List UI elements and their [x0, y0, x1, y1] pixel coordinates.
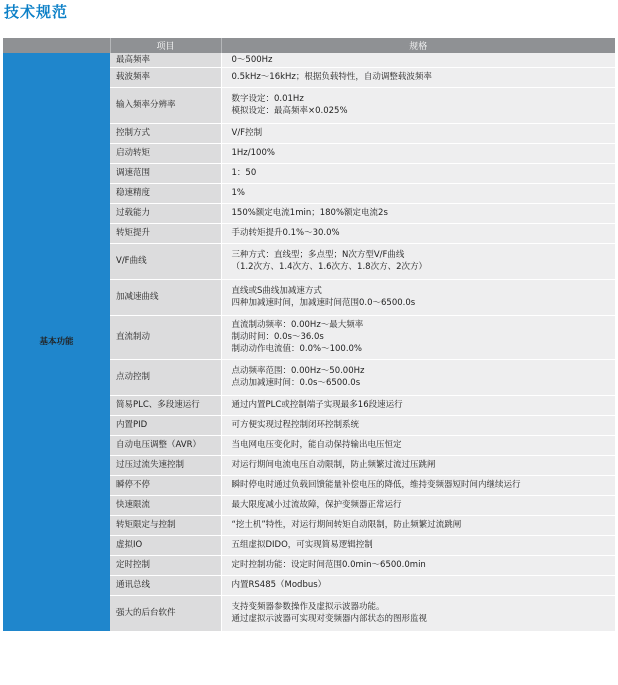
spec-line: 0.5kHz～16kHz；根据负载特性，自动调整载波频率	[231, 72, 432, 82]
spec-cell	[221, 555, 615, 575]
spec-table	[3, 38, 615, 632]
spec-line: 三种方式：直线型；多点型；N次方型V/F曲线	[231, 250, 405, 260]
spec-cell	[221, 203, 615, 223]
spec-line: 通过内置PLC或控制端子实现最多16段速运行	[231, 400, 403, 410]
spec-cell	[221, 163, 615, 183]
item-cell: 加减速曲线	[110, 279, 221, 315]
spec-line: 四种加减速时间，加减速时间范围0.0～6500.0s	[231, 298, 416, 308]
item-cell: 强大的后台软件	[110, 595, 221, 631]
spec-cell	[221, 223, 615, 243]
item-cell: 内置PID	[110, 415, 221, 435]
item-cell: 转矩提升	[110, 223, 221, 243]
spec-cell	[221, 535, 615, 555]
item-cell: 转矩限定与控制	[110, 515, 221, 535]
item-cell: 过压过流失速控制	[110, 455, 221, 475]
item-cell: 稳速精度	[110, 183, 221, 203]
item-cell: 启动转矩	[110, 143, 221, 163]
item-cell: 直流制动	[110, 315, 221, 359]
spec-line: 内置RS485（Modbus）	[231, 580, 327, 590]
item-cell: 控制方式	[110, 123, 221, 143]
spec-line: 直流制动频率：0.00Hz～最大频率	[231, 320, 364, 330]
spec-cell	[221, 315, 615, 359]
item-column-header: 项目	[110, 38, 221, 53]
spec-cell	[221, 595, 615, 631]
spec-line: 对运行期间电流电压自动限制，防止频繁过流过压跳闸	[231, 460, 436, 470]
item-cell: 载波频率	[110, 67, 221, 87]
item-cell: 虚拟IO	[110, 535, 221, 555]
spec-line: V/F控制	[231, 128, 263, 138]
item-cell: 通讯总线	[110, 575, 221, 595]
spec-line: 1：50	[231, 168, 257, 178]
spec-line: 模拟设定：最高频率×0.025%	[231, 106, 348, 116]
item-cell: 输入频率分辨率	[110, 87, 221, 123]
spec-cell	[221, 87, 615, 123]
item-cell: 点动控制	[110, 359, 221, 395]
spec-line: “挖土机”特性，对运行期间转矩自动限制，防止频繁过流跳闸	[231, 520, 462, 530]
spec-line: 可方便实现过程控制闭环控制系统	[231, 420, 360, 430]
spec-column-header: 规格	[221, 38, 615, 53]
spec-line: 五组虚拟DIDO，可实现简易逻辑控制	[231, 540, 373, 550]
spec-line: 支持变频器参数操作及虚拟示波器功能。	[231, 602, 385, 612]
spec-cell	[221, 67, 615, 87]
spec-line: 当电网电压变化时，能自动保持输出电压恒定	[231, 440, 402, 450]
spec-line: 150%额定电流1min；180%额定电流2s	[231, 208, 388, 218]
spec-line: 制动时间：0.0s～36.0s	[231, 332, 324, 342]
table-row	[3, 53, 615, 67]
category-cell: 基本功能	[3, 53, 110, 631]
spec-cell	[221, 575, 615, 595]
spec-cell	[221, 279, 615, 315]
spec-cell	[221, 243, 615, 279]
page-title: 技术规范	[4, 3, 69, 21]
spec-line: 1Hz/100%	[231, 148, 275, 158]
spec-cell	[221, 123, 615, 143]
spec-line: 瞬时停电时通过负载回馈能量补偿电压的降低，维持变频器短时间内继续运行	[231, 480, 521, 490]
spec-line: 点动频率范围：0.00Hz～50.00Hz	[231, 366, 365, 376]
spec-line: 手动转矩提升0.1%～30.0%	[231, 228, 340, 238]
item-cell: 瞬停不停	[110, 475, 221, 495]
spec-cell	[221, 475, 615, 495]
item-cell: 定时控制	[110, 555, 221, 575]
spec-cell	[221, 455, 615, 475]
spec-line: 点动加减速时间：0.0s～6500.0s	[231, 378, 361, 388]
spec-line: 通过虚拟示波器可实现对变频器内部状态的图形监视	[231, 614, 428, 624]
table-header-row	[3, 38, 615, 53]
spec-cell	[221, 183, 615, 203]
spec-line: 定时控制功能：设定时间范围0.0min～6500.0min	[231, 560, 426, 570]
item-cell: V/F曲线	[110, 243, 221, 279]
item-cell: 最高频率	[110, 53, 221, 67]
category-header	[3, 38, 110, 53]
spec-cell	[221, 515, 615, 535]
spec-line: 0～500Hz	[231, 54, 273, 65]
item-cell: 自动电压调整（AVR）	[110, 435, 221, 455]
spec-table-body	[3, 53, 615, 631]
item-cell: 简易PLC、多段速运行	[110, 395, 221, 415]
spec-line: 1%	[231, 188, 245, 198]
spec-cell	[221, 359, 615, 395]
spec-line: 数字设定：0.01Hz	[231, 94, 304, 104]
spec-cell	[221, 495, 615, 515]
item-cell: 过载能力	[110, 203, 221, 223]
item-cell: 调速范围	[110, 163, 221, 183]
spec-cell	[221, 395, 615, 415]
spec-line: 制动动作电流值：0.0%～100.0%	[231, 344, 363, 354]
spec-line: （1.2次方、1.4次方、1.6次方、1.8次方、2次方）	[231, 262, 427, 272]
spec-line: 最大限度减小过流故障，保护变频器正常运行	[231, 500, 402, 510]
spec-cell	[221, 53, 615, 67]
spec-cell	[221, 143, 615, 163]
spec-cell	[221, 415, 615, 435]
spec-line: 直线或S曲线加减速方式	[231, 286, 322, 296]
spec-cell	[221, 435, 615, 455]
item-cell: 快速限流	[110, 495, 221, 515]
